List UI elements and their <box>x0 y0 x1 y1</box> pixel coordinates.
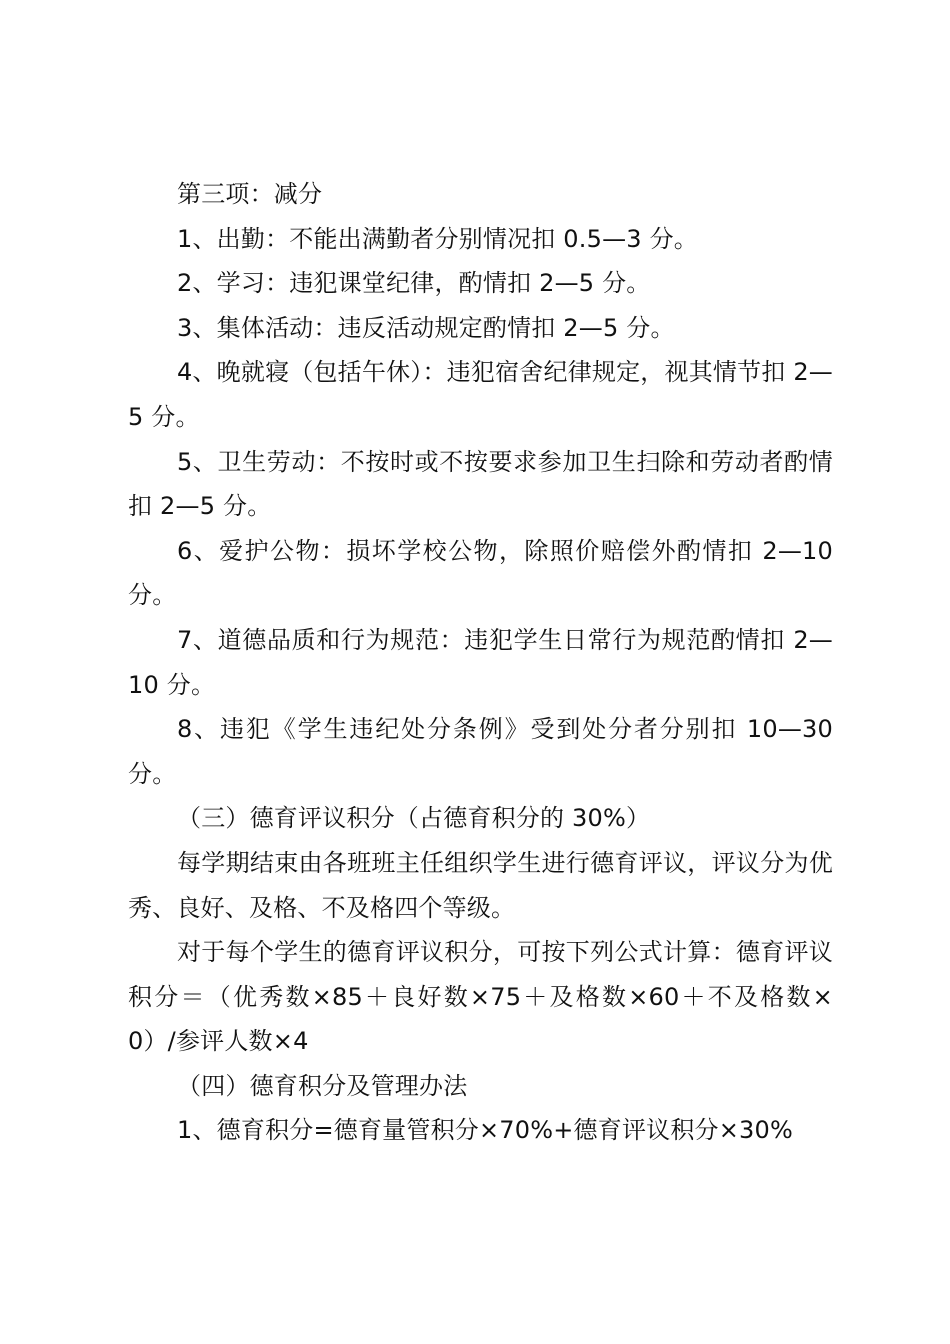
rule-hygiene-labor: 5、卫生劳动：不按时或不按要求参加卫生扫除和劳动者酌情扣 2—5 分。 <box>128 447 833 521</box>
section-heading-management: （四）德育积分及管理办法 <box>177 1071 468 1100</box>
paragraph-total-score-formula: 1、德育积分=德育量管积分×70%+德育评议积分×30% <box>177 1116 793 1145</box>
section-heading-moral-evaluation: （三）德育评议积分（占德育积分的 30%） <box>177 804 651 833</box>
rule-discipline-violation: 8、违犯《学生违纪处分条例》受到处分者分别扣 10—30 分。 <box>128 715 833 788</box>
section-heading-deductions: 第三项：减分 <box>177 180 323 208</box>
paragraph-evaluation-levels: 每学期结束由各班班主任组织学生进行德育评议，评议分为优秀、良好、及格、不及格四个等级。 <box>128 848 833 922</box>
document-body <box>128 172 833 1153</box>
rule-public-property: 6、爱护公物：损坏学校公物，除照价赔偿外酌情扣 2—10 分。 <box>128 536 833 610</box>
paragraph-evaluation-formula: 对于每个学生的德育评议积分，可按下列公式计算：德育评议积分＝（优秀数×85＋良好数×75＋及格数×60＋不及格数×0）/参评人数×4 <box>128 938 833 1056</box>
rule-moral-conduct: 7、道德品质和行为规范：违犯学生日常行为规范酌情扣 2—10 分。 <box>128 625 833 699</box>
rule-bedtime: 4、晚就寝（包括午休）：违犯宿舍纪律规定，视其情节扣 2—5 分。 <box>128 358 833 431</box>
rule-study: 2、学习：违犯课堂纪律，酌情扣 2—5 分。 <box>177 269 651 298</box>
rule-group-activity: 3、集体活动：违反活动规定酌情扣 2—5 分。 <box>177 313 675 342</box>
rule-attendance: 1、出勤：不能出满勤者分别情况扣 0.5—3 分。 <box>177 224 698 253</box>
